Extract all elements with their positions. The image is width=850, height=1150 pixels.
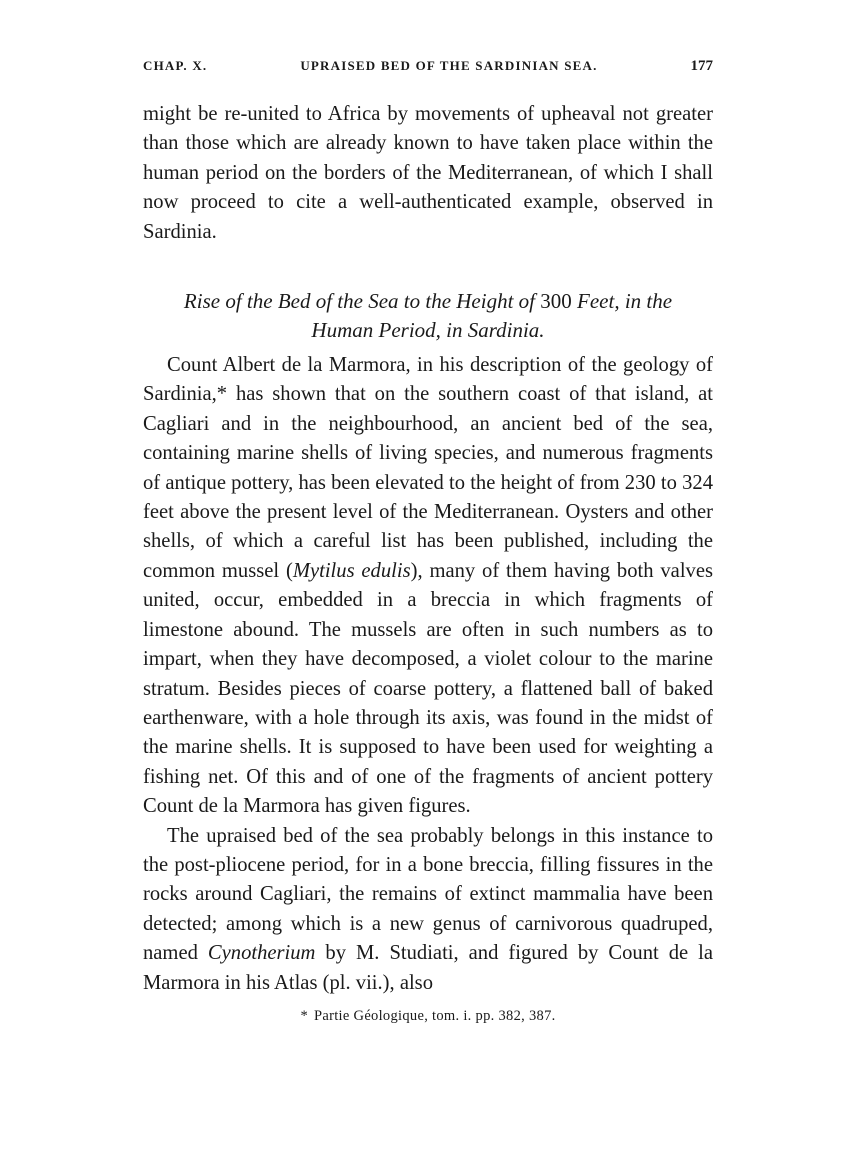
heading-number: 300 (540, 289, 572, 314)
chapter-label: CHAP. X. (143, 58, 208, 73)
paragraph-2-species: Mytilus edulis (292, 559, 411, 582)
body-text (143, 100, 713, 998)
section-heading (143, 287, 713, 345)
footnote (143, 1008, 713, 1025)
running-title: UPRAISED BED OF THE SARDINIAN SEA. (300, 58, 598, 73)
heading-line-1 (143, 287, 713, 316)
heading-line-2: Human Period, in Sardinia. (311, 318, 545, 343)
page-number: 177 (690, 58, 713, 74)
paragraph-3-part-2: by M. Studiati, and figured by Count de la Marmora in his Atlas (pl. vii.), also (143, 942, 714, 994)
heading-line-1-b: Feet, in the (571, 289, 673, 314)
paragraph-2-part-1: Count Albert de la Marmora, in his description of the geology of Sardinia,* has shown that on the southern coast of that island, at Cagliari and in the neighbourhood, an ancient bed of the sea, containing marine shells of living species, and numerous fragments of antique pottery, has been elevated to the height of from 230 to 324 feet above the present level of the Mediterranean. Oysters and other shells, of which a careful list has been published, including the common mussel ( (143, 354, 713, 582)
paragraph-2-part-2: ), many of them having both valves united, occur, embedded in a breccia in which fragments of limestone abound. The mussels are often in such numbers as to impart, when they have decomposed, a violet colour to the marine stratum. Besides pieces of coarse pottery, a flattened ball of baked earthenware, with a hole through its axis, was found in the midst of the marine shells. It is supposed to have been used for weighting a fishing net. Of this and of one of the fragments of ancient pottery Count de la Marmora has given figures. (143, 559, 713, 818)
paragraph-3 (143, 822, 713, 998)
heading-line-1-a: Rise of the Bed of the Sea to the Height of (183, 289, 541, 314)
running-head (143, 58, 713, 82)
footnote-text: Partie Géologique, tom. i. pp. 382, 387. (314, 1007, 556, 1024)
paragraph-2 (143, 351, 713, 822)
footnote-mark: * (300, 1007, 308, 1024)
book-page (143, 58, 713, 1025)
paragraph-3-genus: Cynotherium (207, 942, 316, 965)
paragraph-1: might be re-united to Africa by movements of upheaval not greater than those which are already known to have taken place within the human period on the borders of the Mediterranean, of which I shall now proceed to cite a well-authenticated example, observed in Sardinia. (143, 103, 713, 243)
paragraph-3-part-1: The upraised bed of the sea probably belongs in this instance to the post-pliocene period, for in a bone breccia, filling fissures in the rocks around Cagliari, the remains of extinct mammalia have been detected; among which is a new genus of carnivorous quadruped, named (143, 824, 713, 965)
